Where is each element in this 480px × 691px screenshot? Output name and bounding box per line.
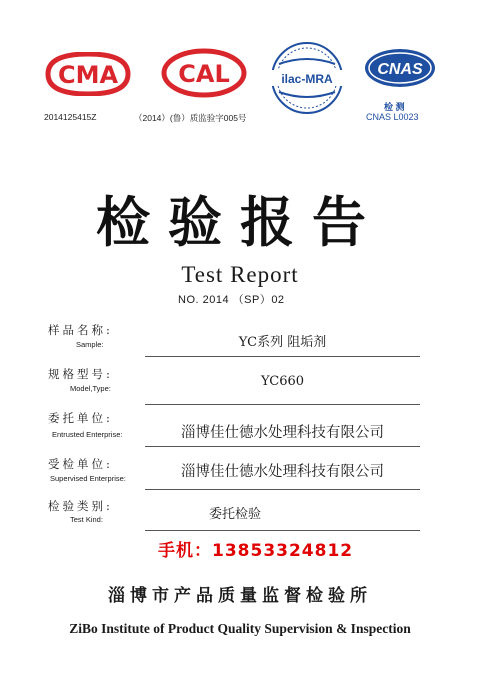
cal-logo [160, 48, 248, 98]
field-label-cn: 检验类别: [48, 499, 113, 513]
field-underline [145, 356, 420, 357]
field-label-cn: 规格型号: [48, 367, 113, 381]
field-label-cn: 委托单位: [48, 411, 113, 425]
cal-cert-number: （2014）(鲁）质监验字005号 [134, 113, 247, 123]
field-underline [145, 404, 420, 405]
field-label-en: Sample: [76, 340, 104, 349]
cma-logo [44, 52, 132, 96]
cnas-sub-cn: 检 测 [384, 102, 405, 112]
field-label-en: Test Kind: [70, 515, 103, 524]
cma-logo-text: CMA [57, 61, 119, 89]
field-value: 淄博佳仕德水处理科技有限公司 [181, 425, 384, 441]
field-underline [145, 446, 420, 447]
report-number: NO. 2014 （SP）02 [178, 294, 285, 306]
report-title-cn: 检验报告 [96, 190, 384, 254]
cma-cert-number: 2014125415Z [44, 112, 97, 122]
field-label-en: Entrusted Enterprise: [52, 430, 123, 439]
cnas-code: CNAS L0023 [366, 112, 419, 122]
field-value: YC660 [260, 374, 305, 389]
field-label-cn: 受检单位: [48, 457, 113, 471]
phone-number: 手机：13853324812 [158, 541, 354, 561]
field-label-cn: 样品名称: [48, 323, 113, 337]
institute-name-en: ZiBo Institute of Product Quality Supervision & Inspection [69, 621, 411, 636]
cnas-logo-text: CNAS [377, 61, 423, 78]
ilac-mra-logo [265, 40, 349, 116]
cal-logo-text: CAL [178, 60, 230, 88]
ilac-logo-text: ilac-MRA [281, 72, 333, 86]
field-underline [145, 489, 420, 490]
field-underline [145, 530, 420, 531]
field-label-en: Supervised Enterprise: [50, 474, 126, 483]
report-title-en: Test Report [181, 262, 299, 287]
field-label-en: Model,Type: [70, 384, 111, 393]
field-value: 淄博佳仕德水处理科技有限公司 [181, 464, 384, 480]
field-value: 委托检验 [208, 507, 261, 522]
institute-name-cn: 淄博市产品质量监督检验所 [108, 586, 372, 606]
field-value: YC系列 阻垢剂 [238, 335, 327, 350]
